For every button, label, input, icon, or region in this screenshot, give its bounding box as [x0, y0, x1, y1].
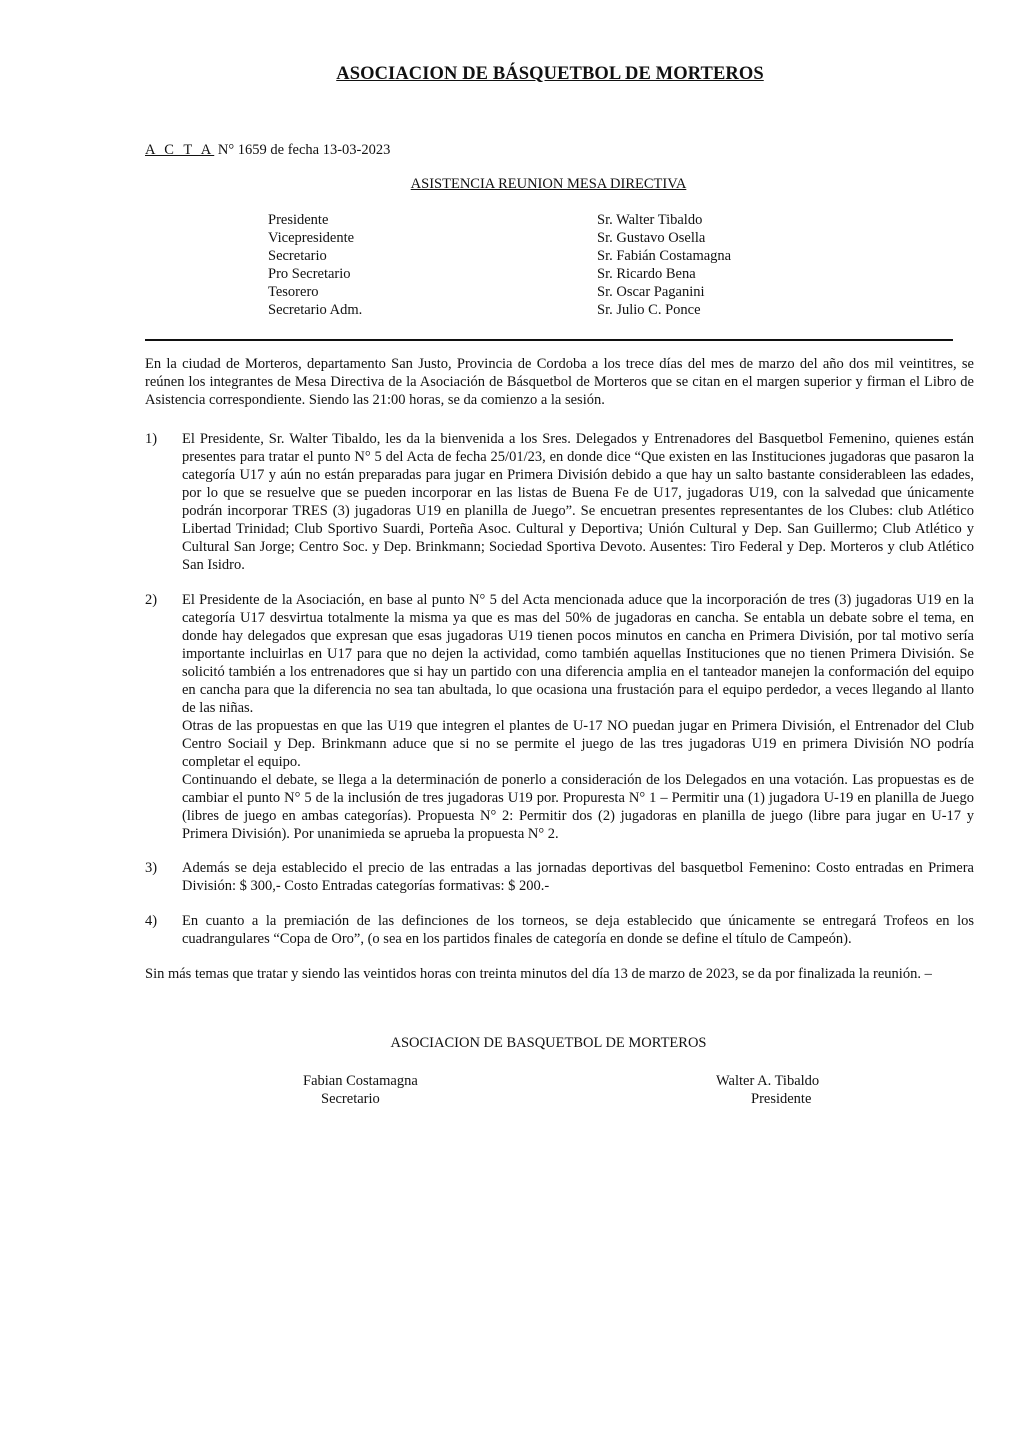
attendance-role: Secretario Adm. — [268, 302, 363, 318]
attendance-row — [268, 211, 731, 229]
horizontal-divider — [145, 339, 953, 341]
item-paragraph: El Presidente, Sr. Walter Tibaldo, les da la bienvenida a los Sres. Delegados y Entrenadores del Basquetbol Femenino, quienes están presentes para tratar el punto N° 5 del Acta de fecha 25/01/23, en donde dice “Que existen en las Instituciones jugadoras que pasaron la categoría U17 y aún no están preparadas para jugar en Primera División debido a que hay un salto bastante considerableen las edades, por lo que se resuelve que se pueden incorporar en las listas de Buena Fe de U17, jugadoras U19, con la salvedad que únicamente podrán incorporar TRES (3) jugadoras U19 en planilla de Juego”. Se encuetran presentes representantes de los Clubes: club Atlético Libertad Trinidad; Club Sportivo Suardi, Porteña Asoc. Cultural y Deportiva; Unión Cultural y Dep. San Guillermo; Club Atlético y Cultural San Jorge; Centro Soc. y Dep. Brinkmann; Sociedad Sportiva Devoto. Ausentes: Tiro Federal y Dep. Morteros y club Atlético San Isidro. — [182, 431, 974, 573]
attendance-heading: ASISTENCIA REUNION MESA DIRECTIVA — [410, 176, 687, 192]
item-paragraph: Continuando el debate, se llega a la determinación de ponerlo a consideración de los Delegados en una votación. Las propuestas es de cambiar el punto N° 5 de la inclusión de tres jugadoras U19 por. Propuresta N° 1 – Permitir una (1) jugadora U-19 en planilla de Juego (libres de juego en ambas categorías). Propuesta N° 2: Permitir dos (2) jugadoras en planilla de juego (libre para jugar en U-17 y Primera División). Por unanimieda se aprueba la propuesta N° 2. — [182, 772, 974, 842]
signatory-role: Presidente — [751, 1091, 812, 1107]
attendance-role: Secretario — [268, 248, 327, 264]
agenda-item-1 — [145, 430, 974, 574]
acta-line — [145, 142, 390, 159]
intro-paragraph: En la ciudad de Morteros, departamento San Justo, Provincia de Cordoba a los trece días del mes de marzo del año dos mil veintitres, se reúnen los integrantes de Mesa Directiva de la Asociación de Básquetbol de Morteros que se citan en el margen superior y firman el Libro de Asistencia correspondiente. Siendo las 21:00 horas, se da comienzo a la sesión. — [145, 356, 974, 408]
item-paragraph: Además se deja establecido el precio de las entradas a las jornadas deportivas del basquetbol Femenino: Costo entradas en Primera División: $ 300,- Costo Entradas categorías formativas: $ 200.- — [182, 860, 974, 894]
attendance-name: Sr. Ricardo Bena — [597, 266, 696, 282]
signature-president — [716, 1072, 819, 1108]
attendance-row — [268, 283, 731, 301]
acta-label: A C T A — [145, 142, 215, 158]
attendance-name: Sr. Fabián Costamagna — [597, 248, 732, 264]
acta-number-date: N° 1659 de fecha 13-03-2023 — [214, 142, 391, 158]
signatory-name: Fabian Costamagna — [303, 1073, 418, 1089]
attendance-role: Pro Secretario — [268, 266, 351, 282]
closing-paragraph: Sin más temas que tratar y siendo las veintidos horas con treinta minutos del día 13 de marzo de 2023, se da por finalizada la reunión. – — [145, 966, 932, 982]
signatory-role: Secretario — [321, 1091, 380, 1107]
attendance-row — [268, 301, 731, 319]
document-title: ASOCIACION DE BÁSQUETBOL DE MORTEROS — [336, 64, 764, 84]
signature-secretary — [303, 1072, 418, 1108]
agenda-item-2 — [145, 591, 974, 843]
attendance-list — [268, 211, 731, 319]
attendance-row — [268, 247, 731, 265]
item-number: 2) — [145, 592, 158, 608]
item-paragraph: En cuanto a la premiación de las definciones de los torneos, se deja establecido que únicamente se entregará Trofeos en los cuadrangulares “Copa de Oro”, (o sea en los partidos finales de categoría en donde se define el título de Campeón). — [182, 913, 974, 947]
attendance-role: Tesorero — [268, 284, 319, 300]
agenda-item-4 — [145, 912, 974, 948]
attendance-name: Sr. Oscar Paganini — [597, 284, 705, 300]
signature-association: ASOCIACION DE BASQUETBOL DE MORTEROS — [390, 1035, 707, 1051]
attendance-row — [268, 265, 731, 283]
item-number: 3) — [145, 860, 158, 876]
item-paragraph: Otras de las propuestas en que las U19 que integren el plantes de U-17 NO puedan jugar en Primera División, el Entrenador del Club Centro Sociail y Dep. Brinkmann aduce que si no se permite el juego de las tres jugadoras U19 en primera División NO podría completar el equipo. — [182, 718, 974, 770]
attendance-name: Sr. Walter Tibaldo — [597, 212, 703, 228]
signatory-name: Walter A. Tibaldo — [716, 1073, 820, 1089]
attendance-name: Sr. Julio C. Ponce — [597, 302, 701, 318]
item-number: 4) — [145, 913, 158, 929]
item-paragraph: El Presidente de la Asociación, en base al punto N° 5 del Acta mencionada aduce que la incorporación de tres (3) jugadoras U19 en la categoría U17 desvirtua totalmente la misma ya que es mas del 50% de jugadoras en cancha. Se entabla un debate sobre el tema, en donde hay delegados que expresan que esas jugadoras U19 tienen pocos minutos en cancha en Primera División, por tal motivo sería importante incluirlas en U17 para que no dejen la actividad, como también aquellas Instituciones que no tienen Primera División. Se solicitó también a los entrenadores que si hay un partido con una diferencia amplia en el tanteador manejen la conformación del equipo en cancha para que la diferencia no sea tan abultada, lo que ocasiona una frustación para el equipo perdedor, a veces llegando al llanto de las niñas. — [182, 592, 974, 716]
item-number: 1) — [145, 431, 158, 447]
agenda-item-3 — [145, 859, 974, 895]
attendance-row — [268, 229, 731, 247]
attendance-name: Sr. Gustavo Osella — [597, 230, 706, 246]
attendance-role: Presidente — [268, 212, 329, 228]
attendance-role: Vicepresidente — [268, 230, 355, 246]
